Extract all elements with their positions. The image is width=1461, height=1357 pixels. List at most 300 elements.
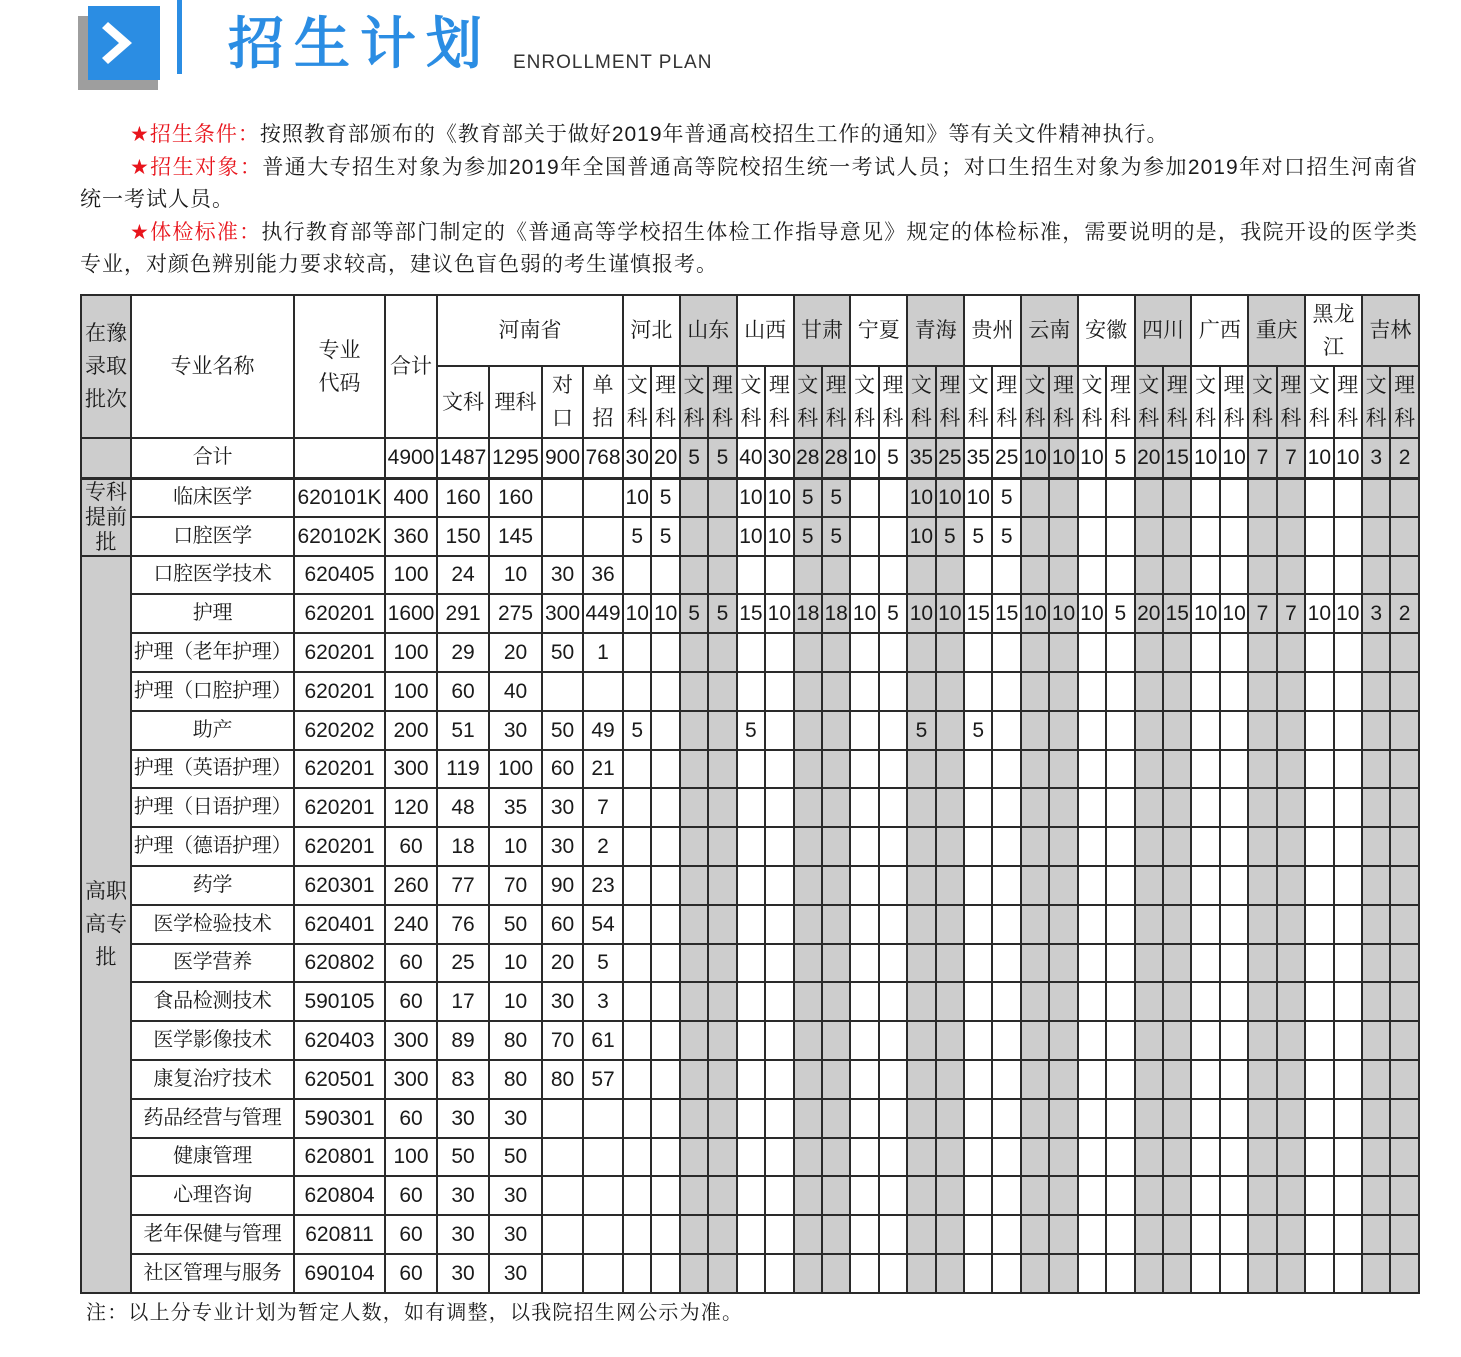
intro-text: 统一考试人员。 xyxy=(80,188,234,212)
province-value xyxy=(822,827,850,866)
province-value: 10 xyxy=(1191,594,1219,633)
province-value xyxy=(1135,1060,1163,1099)
province-value xyxy=(737,1060,765,1099)
province-value: 28 xyxy=(794,438,822,478)
province-value xyxy=(907,750,935,789)
province-value xyxy=(850,711,878,750)
major-code: 620804 xyxy=(294,1176,385,1215)
province-subheader: 理科 xyxy=(1334,366,1362,438)
province-value xyxy=(1163,1099,1191,1138)
row-total: 240 xyxy=(385,905,437,944)
henan-subheader: 文科 xyxy=(437,366,489,438)
province-subheader: 理科 xyxy=(1277,366,1305,438)
henan-value xyxy=(542,1176,583,1215)
province-value xyxy=(794,866,822,905)
major-name: 社区管理与服务 xyxy=(131,1254,294,1293)
page-title: 招生计划 xyxy=(228,12,492,75)
province-value xyxy=(737,944,765,983)
province-value xyxy=(1248,556,1276,595)
province-value xyxy=(765,1021,793,1060)
province-value xyxy=(1106,982,1134,1021)
province-value xyxy=(794,1176,822,1215)
province-value: 3 xyxy=(1362,438,1390,478)
province-value xyxy=(1248,1254,1276,1293)
henan-value xyxy=(542,478,583,517)
henan-subheader: 理科 xyxy=(489,366,542,438)
province-value xyxy=(1220,556,1248,595)
province-value xyxy=(623,1021,651,1060)
province-value xyxy=(651,672,679,711)
province-value xyxy=(1078,478,1106,517)
row-total: 300 xyxy=(385,1060,437,1099)
table-row xyxy=(81,1215,1419,1254)
henan-value xyxy=(583,1176,623,1215)
henan-value: 18 xyxy=(437,827,489,866)
province-value: 5 xyxy=(964,711,992,750)
province-value xyxy=(1248,905,1276,944)
row-total: 100 xyxy=(385,556,437,595)
province-value xyxy=(1248,1060,1276,1099)
henan-value: 51 xyxy=(437,711,489,750)
province-header: 吉林 xyxy=(1362,295,1419,366)
province-subheader: 文科 xyxy=(737,366,765,438)
province-value xyxy=(850,1021,878,1060)
province-value xyxy=(850,517,878,556)
header-row-top xyxy=(81,295,1419,366)
province-subheader: 文科 xyxy=(623,366,651,438)
province-value xyxy=(992,1215,1020,1254)
province-value xyxy=(708,982,736,1021)
province-value xyxy=(651,556,679,595)
province-value xyxy=(680,905,708,944)
province-value xyxy=(822,750,850,789)
major-code: 620201 xyxy=(294,594,385,633)
province-value xyxy=(1163,1021,1191,1060)
province-value xyxy=(1334,1176,1362,1215)
province-value xyxy=(907,672,935,711)
province-value xyxy=(623,1254,651,1293)
province-value xyxy=(1163,1060,1191,1099)
province-value xyxy=(1277,866,1305,905)
henan-value xyxy=(583,1099,623,1138)
province-value xyxy=(850,1215,878,1254)
province-value xyxy=(794,711,822,750)
province-value xyxy=(708,905,736,944)
table-row xyxy=(81,788,1419,827)
province-value xyxy=(1163,944,1191,983)
table-row xyxy=(81,478,1419,517)
province-value xyxy=(708,1215,736,1254)
province-value xyxy=(708,944,736,983)
major-name: 医学营养 xyxy=(131,944,294,983)
province-value xyxy=(1191,944,1219,983)
table-row xyxy=(81,1176,1419,1215)
province-value xyxy=(1191,711,1219,750)
province-value: 10 xyxy=(936,594,964,633)
province-value xyxy=(1163,905,1191,944)
intro-paragraph-conditions xyxy=(80,119,1418,152)
province-value xyxy=(879,827,907,866)
province-value xyxy=(1362,1215,1390,1254)
province-value: 10 xyxy=(1334,594,1362,633)
province-value xyxy=(1305,1021,1333,1060)
province-value xyxy=(1277,517,1305,556)
province-value xyxy=(1106,750,1134,789)
province-value xyxy=(936,556,964,595)
major-code: 620811 xyxy=(294,1215,385,1254)
province-value xyxy=(623,827,651,866)
province-value xyxy=(1334,750,1362,789)
table-row xyxy=(81,905,1419,944)
province-value xyxy=(1135,1099,1163,1138)
province-value: 5 xyxy=(879,438,907,478)
province-value xyxy=(1390,711,1418,750)
province-value xyxy=(1049,672,1077,711)
province-value xyxy=(794,1215,822,1254)
province-value: 15 xyxy=(1163,594,1191,633)
major-code: 620301 xyxy=(294,866,385,905)
major-name: 护理 xyxy=(131,594,294,633)
province-value xyxy=(1191,866,1219,905)
province-value xyxy=(907,1138,935,1177)
province-value xyxy=(1277,827,1305,866)
province-value xyxy=(794,905,822,944)
province-value xyxy=(1362,478,1390,517)
province-subheader: 理科 xyxy=(936,366,964,438)
province-value xyxy=(765,556,793,595)
province-value xyxy=(680,866,708,905)
province-value xyxy=(936,1060,964,1099)
province-value xyxy=(708,1254,736,1293)
province-value xyxy=(1135,750,1163,789)
province-value xyxy=(1305,711,1333,750)
province-subheader: 文科 xyxy=(1248,366,1276,438)
province-value xyxy=(1362,1254,1390,1293)
province-value xyxy=(964,905,992,944)
province-value xyxy=(1334,517,1362,556)
henan-value: 29 xyxy=(437,633,489,672)
province-subheader: 文科 xyxy=(1305,366,1333,438)
province-value: 5 xyxy=(1106,594,1134,633)
province-value xyxy=(1362,1138,1390,1177)
major-code: 620201 xyxy=(294,827,385,866)
province-value xyxy=(623,1176,651,1215)
province-value: 5 xyxy=(822,478,850,517)
province-value xyxy=(1191,788,1219,827)
province-value xyxy=(1220,633,1248,672)
table-body xyxy=(81,438,1419,1293)
henan-value: 76 xyxy=(437,905,489,944)
province-value xyxy=(1334,1099,1362,1138)
province-value xyxy=(1191,982,1219,1021)
henan-value xyxy=(583,517,623,556)
province-value xyxy=(1191,633,1219,672)
province-value xyxy=(822,1099,850,1138)
province-value xyxy=(1390,556,1418,595)
province-value xyxy=(992,750,1020,789)
province-value xyxy=(1220,1099,1248,1138)
province-value: 10 xyxy=(850,438,878,478)
province-value: 5 xyxy=(708,594,736,633)
henan-value: 90 xyxy=(542,866,583,905)
table-row xyxy=(81,711,1419,750)
province-value xyxy=(651,982,679,1021)
province-value xyxy=(680,711,708,750)
row-total: 60 xyxy=(385,1176,437,1215)
province-value xyxy=(1390,827,1418,866)
henan-value: 1295 xyxy=(489,438,542,478)
province-subheader: 理科 xyxy=(1049,366,1077,438)
province-value xyxy=(1021,1099,1049,1138)
province-value: 5 xyxy=(794,478,822,517)
province-value: 10 xyxy=(964,478,992,517)
henan-value: 54 xyxy=(583,905,623,944)
province-value xyxy=(1277,1176,1305,1215)
province-value: 20 xyxy=(1135,438,1163,478)
province-value xyxy=(879,1060,907,1099)
star-bullet: ★ xyxy=(130,123,150,146)
major-name: 老年保健与管理 xyxy=(131,1215,294,1254)
province-value xyxy=(1135,944,1163,983)
province-value xyxy=(680,633,708,672)
province-value xyxy=(1362,672,1390,711)
province-value xyxy=(651,1254,679,1293)
table-row xyxy=(81,556,1419,595)
henan-value: 80 xyxy=(489,1021,542,1060)
province-value: 10 xyxy=(907,594,935,633)
province-value xyxy=(1362,1099,1390,1138)
province-value xyxy=(1248,944,1276,983)
province-value xyxy=(1277,944,1305,983)
province-value xyxy=(1191,1099,1219,1138)
province-value xyxy=(1305,1176,1333,1215)
province-value xyxy=(1135,905,1163,944)
province-value xyxy=(822,788,850,827)
row-total: 120 xyxy=(385,788,437,827)
province-value xyxy=(907,1176,935,1215)
henan-value: 70 xyxy=(489,866,542,905)
province-value xyxy=(850,672,878,711)
province-value xyxy=(992,944,1020,983)
province-value xyxy=(1021,478,1049,517)
province-value xyxy=(1390,1099,1418,1138)
henan-value xyxy=(542,517,583,556)
major-code xyxy=(294,438,385,478)
province-value xyxy=(1277,788,1305,827)
province-header: 甘肃 xyxy=(794,295,851,366)
province-value: 7 xyxy=(1277,594,1305,633)
major-code: 620101K xyxy=(294,478,385,517)
province-value xyxy=(737,1138,765,1177)
province-subheader: 理科 xyxy=(1220,366,1248,438)
table-row xyxy=(81,1254,1419,1293)
henan-value: 48 xyxy=(437,788,489,827)
province-header: 山西 xyxy=(737,295,794,366)
province-value xyxy=(1277,1060,1305,1099)
table-row xyxy=(81,944,1419,983)
henan-value: 20 xyxy=(542,944,583,983)
province-value xyxy=(964,1021,992,1060)
province-value xyxy=(1248,1138,1276,1177)
province-value xyxy=(765,1099,793,1138)
province-value xyxy=(794,1060,822,1099)
province-value xyxy=(1135,517,1163,556)
province-value xyxy=(1021,788,1049,827)
province-value xyxy=(623,750,651,789)
row-total: 300 xyxy=(385,750,437,789)
province-value xyxy=(765,1138,793,1177)
province-value: 7 xyxy=(1248,438,1276,478)
province-value xyxy=(1305,478,1333,517)
province-value: 2 xyxy=(1390,594,1418,633)
major-name: 康复治疗技术 xyxy=(131,1060,294,1099)
intro-text: 专业，对颜色辨别能力要求较高，建议色盲色弱的考生谨慎报考。 xyxy=(80,253,718,277)
province-subheader: 理科 xyxy=(879,366,907,438)
province-value xyxy=(1277,556,1305,595)
province-value xyxy=(623,866,651,905)
province-value xyxy=(936,1021,964,1060)
province-value xyxy=(680,1060,708,1099)
province-value xyxy=(1390,982,1418,1021)
henan-value: 30 xyxy=(489,1176,542,1215)
row-total: 60 xyxy=(385,944,437,983)
henan-value: 60 xyxy=(542,905,583,944)
province-value xyxy=(1277,905,1305,944)
province-value xyxy=(794,556,822,595)
row-total: 60 xyxy=(385,1215,437,1254)
province-value: 35 xyxy=(964,438,992,478)
province-value xyxy=(1390,1138,1418,1177)
province-value xyxy=(1362,1060,1390,1099)
province-value xyxy=(1021,672,1049,711)
province-value: 10 xyxy=(1078,594,1106,633)
province-value xyxy=(1135,633,1163,672)
province-value xyxy=(1106,517,1134,556)
province-value xyxy=(708,788,736,827)
province-header: 贵州 xyxy=(964,295,1021,366)
province-value xyxy=(1334,672,1362,711)
province-value xyxy=(1191,478,1219,517)
province-value xyxy=(822,1060,850,1099)
province-value xyxy=(907,1215,935,1254)
henan-value: 20 xyxy=(489,633,542,672)
province-value xyxy=(1305,1254,1333,1293)
province-value xyxy=(1163,827,1191,866)
row-total: 1600 xyxy=(385,594,437,633)
province-value: 10 xyxy=(1220,438,1248,478)
province-value xyxy=(680,1138,708,1177)
province-value: 3 xyxy=(1362,594,1390,633)
province-value xyxy=(907,556,935,595)
province-value xyxy=(623,944,651,983)
province-value xyxy=(936,672,964,711)
intro-line xyxy=(80,119,1418,152)
henan-value: 2 xyxy=(583,827,623,866)
province-value xyxy=(879,1021,907,1060)
province-value xyxy=(936,633,964,672)
province-value: 35 xyxy=(907,438,935,478)
major-code: 620201 xyxy=(294,750,385,789)
province-value xyxy=(879,672,907,711)
province-subheader: 理科 xyxy=(1106,366,1134,438)
province-value xyxy=(822,556,850,595)
province-value xyxy=(1163,517,1191,556)
province-value xyxy=(936,788,964,827)
province-value xyxy=(1390,905,1418,944)
province-value xyxy=(1135,1138,1163,1177)
page-subtitle: ENROLLMENT PLAN xyxy=(513,52,713,73)
province-value xyxy=(850,944,878,983)
province-header: 山东 xyxy=(680,295,737,366)
major-name: 食品检测技术 xyxy=(131,982,294,1021)
province-value xyxy=(623,1138,651,1177)
province-value xyxy=(879,517,907,556)
province-value xyxy=(964,633,992,672)
province-value xyxy=(1248,866,1276,905)
province-value xyxy=(964,556,992,595)
title-divider xyxy=(177,0,182,74)
province-value xyxy=(708,1099,736,1138)
province-value xyxy=(1049,1021,1077,1060)
henan-value: 89 xyxy=(437,1021,489,1060)
province-value xyxy=(1049,556,1077,595)
province-value xyxy=(907,1099,935,1138)
province-value xyxy=(1220,1060,1248,1099)
province-value xyxy=(794,1138,822,1177)
province-value xyxy=(850,478,878,517)
province-subheader: 文科 xyxy=(964,366,992,438)
major-code-header xyxy=(294,295,385,438)
province-value xyxy=(1191,1254,1219,1293)
intro-label: 体检标准： xyxy=(150,220,262,244)
province-value xyxy=(1078,633,1106,672)
henan-value: 5 xyxy=(583,944,623,983)
province-value xyxy=(1305,517,1333,556)
province-value xyxy=(936,1099,964,1138)
province-value xyxy=(1078,556,1106,595)
henan-value: 145 xyxy=(489,517,542,556)
province-value xyxy=(1191,556,1219,595)
province-value xyxy=(1163,866,1191,905)
province-value xyxy=(794,827,822,866)
henan-value: 30 xyxy=(542,827,583,866)
province-header: 宁夏 xyxy=(850,295,907,366)
province-value xyxy=(1021,711,1049,750)
province-value xyxy=(737,788,765,827)
province-value xyxy=(964,1254,992,1293)
row-total: 4900 xyxy=(385,438,437,478)
chevron-logo-icon xyxy=(78,4,168,90)
henan-value: 1 xyxy=(583,633,623,672)
province-value xyxy=(936,711,964,750)
province-value xyxy=(1135,478,1163,517)
province-value xyxy=(992,711,1020,750)
province-value xyxy=(794,633,822,672)
henan-value: 80 xyxy=(542,1060,583,1099)
province-value xyxy=(1021,1138,1049,1177)
province-value: 5 xyxy=(737,711,765,750)
henan-value: 40 xyxy=(489,672,542,711)
province-value xyxy=(1362,905,1390,944)
province-value xyxy=(907,982,935,1021)
province-value xyxy=(765,1254,793,1293)
province-value xyxy=(1334,866,1362,905)
province-value xyxy=(1305,1099,1333,1138)
province-value xyxy=(708,1021,736,1060)
province-value: 15 xyxy=(964,594,992,633)
province-value xyxy=(1078,788,1106,827)
province-header: 河北 xyxy=(623,295,680,366)
